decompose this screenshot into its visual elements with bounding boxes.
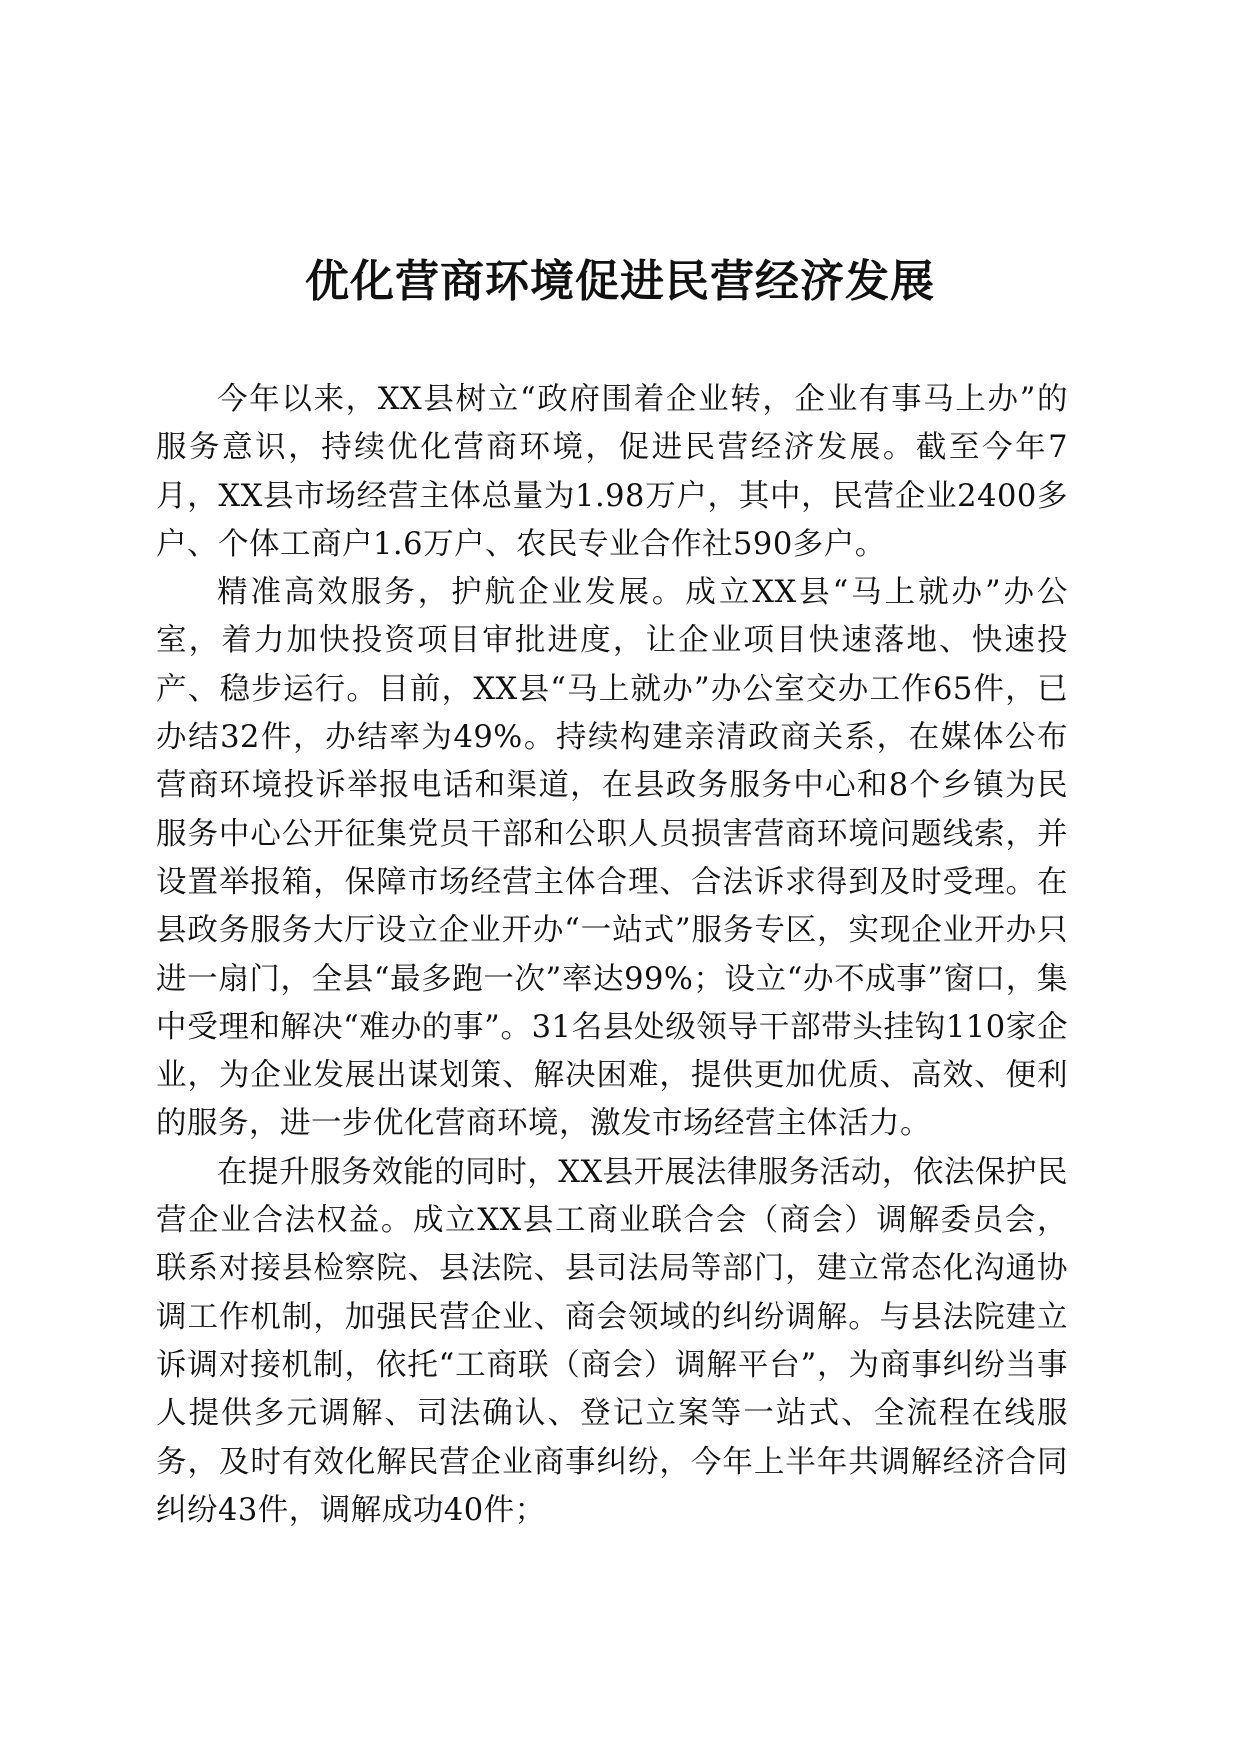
paragraph-legal: 在提升服务效能的同时，XX县开展法律服务活动，依法保护民营企业合法权益。成立XX县工商业联合会（商会）调解委员会，联系对接县检察院、县法院、县司法局等部门，建立常态化沟通协调工作机制，加强民营企业、商会领域的纠纷调解。与县法院建立诉调对接机制，依托“工商联（商会）调解平台”，为商事纠纷当事人提供多元调解、司法确认、登记立案等一站式、全流程在线服务，及时有效化解民营企业商事纠纷，今年上半年共调解经济合同纠纷43件，调解成功40件； bbox=[156, 1154, 1068, 1528]
document-body bbox=[156, 376, 1068, 1535]
paragraph-intro: 今年以来，XX县树立“政府围着企业转，企业有事马上办”的服务意识，持续优化营商环境，促进民营经济发展。截至今年7月，XX县市场经营主体总量为1.98万户，其中，民营企业2400多户、个体工商户1.6万户、农民专业合作社590多户。 bbox=[156, 382, 1068, 562]
document-title: 优化营商环境促进民营经济发展 bbox=[305, 256, 935, 307]
paragraph-services: 精准高效服务，护航企业发展。成立XX县“马上就办”办公室，着力加快投资项目审批进度，让企业项目快速落地、快速投产、稳步运行。目前，XX县“马上就办”办公室交办工作65件，已办结32件，办结率为49%。持续构建亲清政商关系，在媒体公布营商环境投诉举报电话和渠道，在县政务服务中心和8个乡镇为民服务中心公开征集党员干部和公职人员损害营商环境问题线索，并设置举报箱，保障市场经营主体合理、合法诉求得到及时受理。在县政务服务大厅设立企业开办“一站式”服务专区，实现企业开办只进一扇门，全县“最多跑一次”率达99%；设立“办不成事”窗口，集中受理和解决“难办的事”。31名县处级领导干部带头挂钩110家企业，为企业发展出谋划策、解决困难，提供更加优质、高效、便利的服务，进一步优化营商环境，激发市场经营主体活力。 bbox=[156, 575, 1068, 1142]
